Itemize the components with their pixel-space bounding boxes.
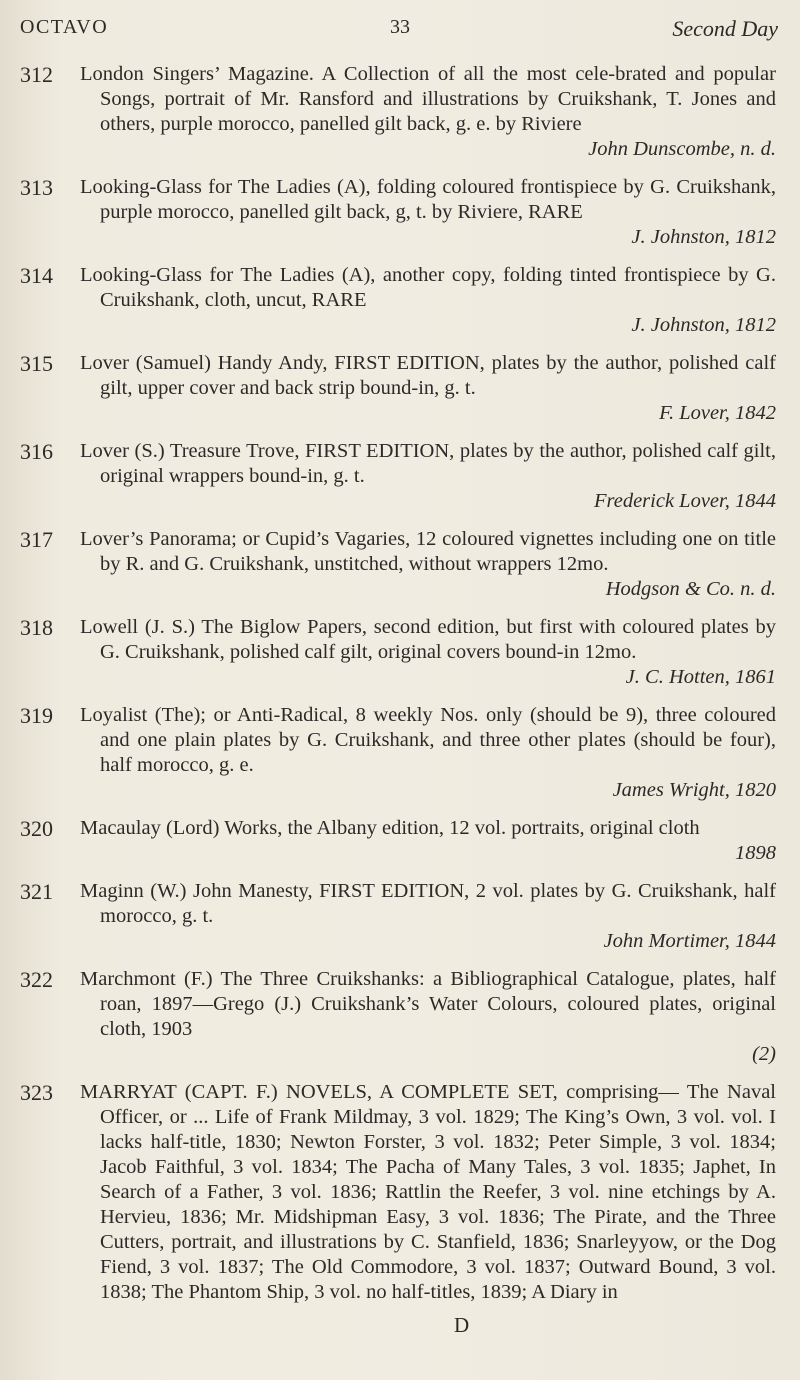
lot-description bbox=[80, 527, 776, 602]
lot-entry bbox=[0, 62, 800, 162]
header-sale-day: Second Day bbox=[672, 16, 778, 41]
lot-text: Lover (Samuel) Handy Andy, FIRST EDITION, plates by the author, polished calf gilt, upper cover and back strip bound-in, g. t. bbox=[80, 352, 776, 399]
lot-description bbox=[80, 879, 776, 954]
lot-entry bbox=[0, 879, 800, 954]
lot-description bbox=[80, 263, 776, 338]
page-number: 33 bbox=[390, 16, 410, 38]
lot-text: Loyalist (The); or Anti-Radical, 8 weekly Nos. only (should be 9), three coloured and one plain plates by G. Cruikshank, and three other plates (should be four), half morocco, g. e. bbox=[80, 704, 776, 776]
lot-entry bbox=[0, 175, 800, 250]
signature-mark: D bbox=[454, 1313, 470, 1337]
page-header bbox=[0, 16, 800, 46]
lot-description bbox=[80, 967, 776, 1067]
lot-text: London Singers’ Magazine. A Collection of all the most cele-brated and popular Songs, portrait of Mr. Ransford and illustrations by Cruikshank, T. Jones and others, purple morocco, panelled gilt back, g. e. by Riviere bbox=[80, 63, 776, 135]
lot-number: 313 bbox=[20, 175, 53, 200]
lot-text: Looking-Glass for The Ladies (A), folding coloured frontispiece by G. Cruikshank, purple morocco, panelled gilt back, g, t. by Riviere, RARE bbox=[80, 176, 776, 223]
lot-description bbox=[80, 1080, 776, 1305]
lot-description bbox=[80, 351, 776, 426]
lot-number: 322 bbox=[20, 967, 53, 992]
lot-number: 319 bbox=[20, 703, 53, 728]
lot-number: 318 bbox=[20, 615, 53, 640]
lot-publisher-date: F. Lover, 1842 bbox=[659, 402, 776, 424]
lot-entry bbox=[0, 816, 800, 866]
lot-list bbox=[0, 62, 800, 1318]
lot-text: Macaulay (Lord) Works, the Albany edition, 12 vol. portraits, original cloth bbox=[80, 817, 700, 839]
lot-description bbox=[80, 62, 776, 162]
lot-publisher-date: Frederick Lover, 1844 bbox=[594, 490, 776, 512]
lot-publisher-date: John Mortimer, 1844 bbox=[603, 930, 776, 952]
lot-number: 317 bbox=[20, 527, 53, 552]
lot-publisher-date: (2) bbox=[752, 1043, 776, 1065]
header-format: OCTAVO bbox=[20, 16, 109, 38]
lot-text: Lover’s Panorama; or Cupid’s Vagaries, 12 coloured vignettes including one on title by R. and G. Cruikshank, unstitched, without wrappers 12mo. bbox=[80, 528, 776, 575]
lot-entry bbox=[0, 527, 800, 602]
lot-description bbox=[80, 703, 776, 803]
lot-publisher-date: 1898 bbox=[735, 842, 776, 864]
lot-text: Lowell (J. S.) The Biglow Papers, second edition, but first with coloured plates by G. Cruikshank, polished calf gilt, original covers bound-in 12mo. bbox=[80, 616, 776, 663]
lot-description bbox=[80, 439, 776, 514]
lot-text: Looking-Glass for The Ladies (A), another copy, folding tinted frontispiece by G. Cruikshank, cloth, uncut, RARE bbox=[80, 264, 776, 311]
lot-number: 315 bbox=[20, 351, 53, 376]
lot-publisher-date: J. C. Hotten, 1861 bbox=[625, 666, 776, 688]
lot-publisher-date: James Wright, 1820 bbox=[612, 779, 776, 801]
lot-publisher-date: John Dunscombe, n. d. bbox=[588, 138, 776, 160]
lot-entry bbox=[0, 439, 800, 514]
lot-entry bbox=[0, 263, 800, 338]
lot-text: Marchmont (F.) The Three Cruikshanks: a Bibliographical Catalogue, plates, half roan, 1897—Grego (J.) Cruikshank’s Water Colours, coloured plates, original cloth, 1903 bbox=[80, 968, 776, 1040]
lot-entry bbox=[0, 615, 800, 690]
lot-entry bbox=[0, 1080, 800, 1305]
lot-publisher-date: J. Johnston, 1812 bbox=[631, 314, 776, 336]
lot-number: 320 bbox=[20, 816, 53, 841]
lot-entry bbox=[0, 967, 800, 1067]
lot-entry bbox=[0, 351, 800, 426]
lot-description bbox=[80, 175, 776, 250]
lot-number: 316 bbox=[20, 439, 53, 464]
lot-text: Lover (S.) Treasure Trove, FIRST EDITION, plates by the author, polished calf gilt, original wrappers bound-in, g. t. bbox=[80, 440, 776, 487]
lot-text: MARRYAT (CAPT. F.) NOVELS, A COMPLETE SET, comprising— The Naval Officer, or ... Life of Frank Mildmay, 3 vol. 1829; The King’s Own, 3 vol. vol. I lacks half-title, 1830; Newton Forster, 3 vol. 1832; Peter Simple, 3 vol. 1834; Jacob Faithful, 3 vol. 1834; The Pacha of Many Tales, 3 vol. 1835; Japhet, In Search of a Father, 3 vol. 1836; Rattlin the Reefer, 3 vol. nine etchings by A. Hervieu, 1836; Mr. Midshipman Easy, 3 vol. 1836; The Pirate, and the Three Cutters, portrait, and illustrations by C. Stanfield, 1836; Snarleyyow, or the Dog Fiend, 3 vol. 1837; The Old Commodore, 3 vol. 1837; Outward Bound, 3 vol. 1838; The Phantom Ship, 3 vol. no half-titles, 1839; A Diary in bbox=[80, 1081, 776, 1303]
lot-number: 312 bbox=[20, 62, 53, 87]
lot-publisher-date: J. Johnston, 1812 bbox=[631, 226, 776, 248]
lot-text: Maginn (W.) John Manesty, FIRST EDITION, 2 vol. plates by G. Cruikshank, half morocco, g. t. bbox=[80, 880, 776, 927]
lot-publisher-date: Hodgson & Co. n. d. bbox=[605, 578, 776, 600]
lot-number: 314 bbox=[20, 263, 53, 288]
lot-description bbox=[80, 816, 776, 866]
lot-number: 323 bbox=[20, 1080, 53, 1105]
lot-entry bbox=[0, 703, 800, 803]
lot-number: 321 bbox=[20, 879, 53, 904]
lot-description bbox=[80, 615, 776, 690]
